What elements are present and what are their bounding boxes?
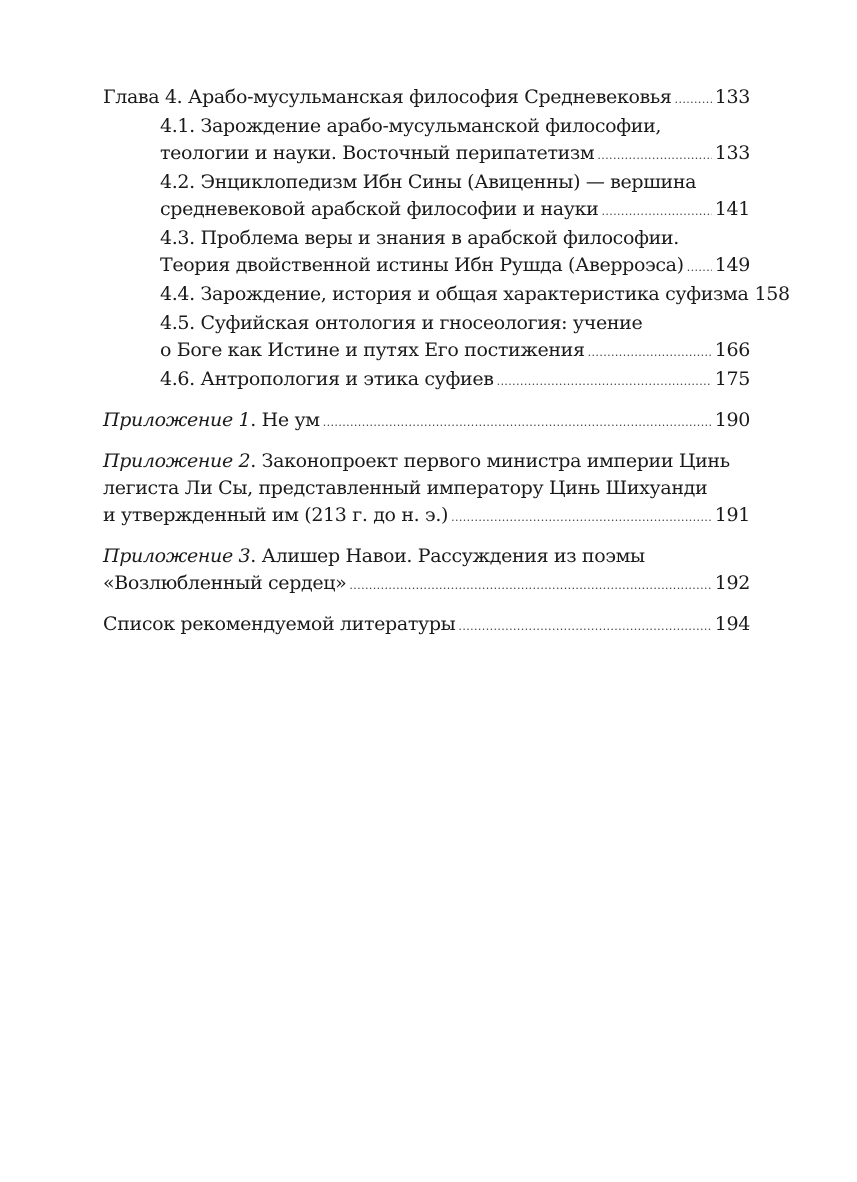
toc-entry-title: 4.3. Проблема веры и знания в арабской философии.	[160, 227, 679, 249]
toc-entry-4-5[interactable]	[103, 310, 750, 366]
toc-entry-title: . Не ум	[250, 409, 320, 431]
dot-leader	[323, 409, 712, 436]
toc-entry-title-cont: Теория двойственной истины Ибн Рушда (Аверроэса)	[160, 254, 684, 276]
dot-leader	[349, 572, 711, 599]
dot-leader	[451, 504, 712, 531]
toc-entry-title-cont: легиста Ли Сы, представленный императору Цинь Шихуанди	[103, 477, 708, 499]
toc-entry-chapter-4[interactable]	[103, 84, 750, 113]
toc-entry-title-cont: средневековой арабской философии и науки	[160, 198, 599, 220]
toc-entry-4-3[interactable]	[103, 225, 750, 281]
toc-page-number: 191	[714, 504, 750, 526]
toc-entry-title: 4.6. Антропология и этика суфиев	[160, 368, 494, 390]
toc-page-number: 141	[714, 198, 750, 220]
toc-page-number: 194	[714, 613, 750, 635]
toc-entry-title-cont: и утвержденный им (213 г. до н. э.)	[103, 504, 449, 526]
toc-entry-appendix-1[interactable]	[103, 407, 750, 436]
toc-entry-title: . Алишер Навои. Рассуждения из поэмы	[250, 545, 645, 567]
toc-entry-title: . Законопроект первого министра империи Цинь	[250, 450, 730, 472]
dot-leader	[601, 198, 711, 225]
dot-leader	[675, 86, 712, 113]
toc-entry-title-cont: о Боге как Истине и путях Его постижения	[160, 339, 585, 361]
toc-entry-4-4[interactable]	[103, 281, 790, 310]
toc-page-number: 190	[714, 409, 750, 431]
toc-page-number: 166	[714, 339, 750, 361]
toc-entry-title: 4.2. Энциклопедизм Ибн Сины (Авиценны) — вершина	[160, 171, 697, 193]
dot-leader	[687, 254, 712, 281]
appendix-label: Приложение 3	[103, 545, 251, 567]
dot-leader	[497, 368, 712, 395]
toc-page-number: 175	[714, 368, 750, 390]
toc-page-number: 133	[714, 142, 750, 164]
dot-leader	[597, 142, 711, 169]
dot-leader	[458, 613, 711, 640]
toc-entry-4-6[interactable]	[103, 366, 750, 395]
dot-leader	[588, 339, 712, 366]
table-of-contents	[103, 84, 790, 640]
toc-page-number: 149	[714, 254, 750, 276]
toc-entry-4-2[interactable]	[103, 169, 750, 225]
toc-entry-appendix-3[interactable]	[103, 543, 750, 599]
toc-entry-title-cont: теологии и науки. Восточный перипатетизм	[160, 142, 595, 164]
toc-entry-title-cont: «Возлюбленный сердец»	[103, 572, 347, 594]
toc-entry-appendix-2[interactable]	[103, 448, 750, 531]
toc-entry-4-1[interactable]	[103, 113, 750, 169]
toc-entry-title: Глава 4. Арабо-мусульманская философия Средневековья	[103, 86, 672, 108]
toc-entry-title: Список рекомендуемой литературы	[103, 613, 456, 635]
toc-page-number: 192	[714, 572, 750, 594]
toc-entry-bibliography[interactable]	[103, 611, 750, 640]
appendix-label: Приложение 2	[103, 450, 251, 472]
toc-entry-title: 4.4. Зарождение, история и общая характеристика суфизма	[160, 283, 749, 305]
appendix-label: Приложение 1	[103, 409, 251, 431]
toc-page-number: 158	[754, 283, 790, 305]
toc-page-number: 133	[714, 86, 750, 108]
toc-entry-title: 4.5. Суфийская онтология и гносеология: учение	[160, 312, 643, 334]
toc-entry-title: 4.1. Зарождение арабо-мусульманской философии,	[160, 115, 662, 137]
